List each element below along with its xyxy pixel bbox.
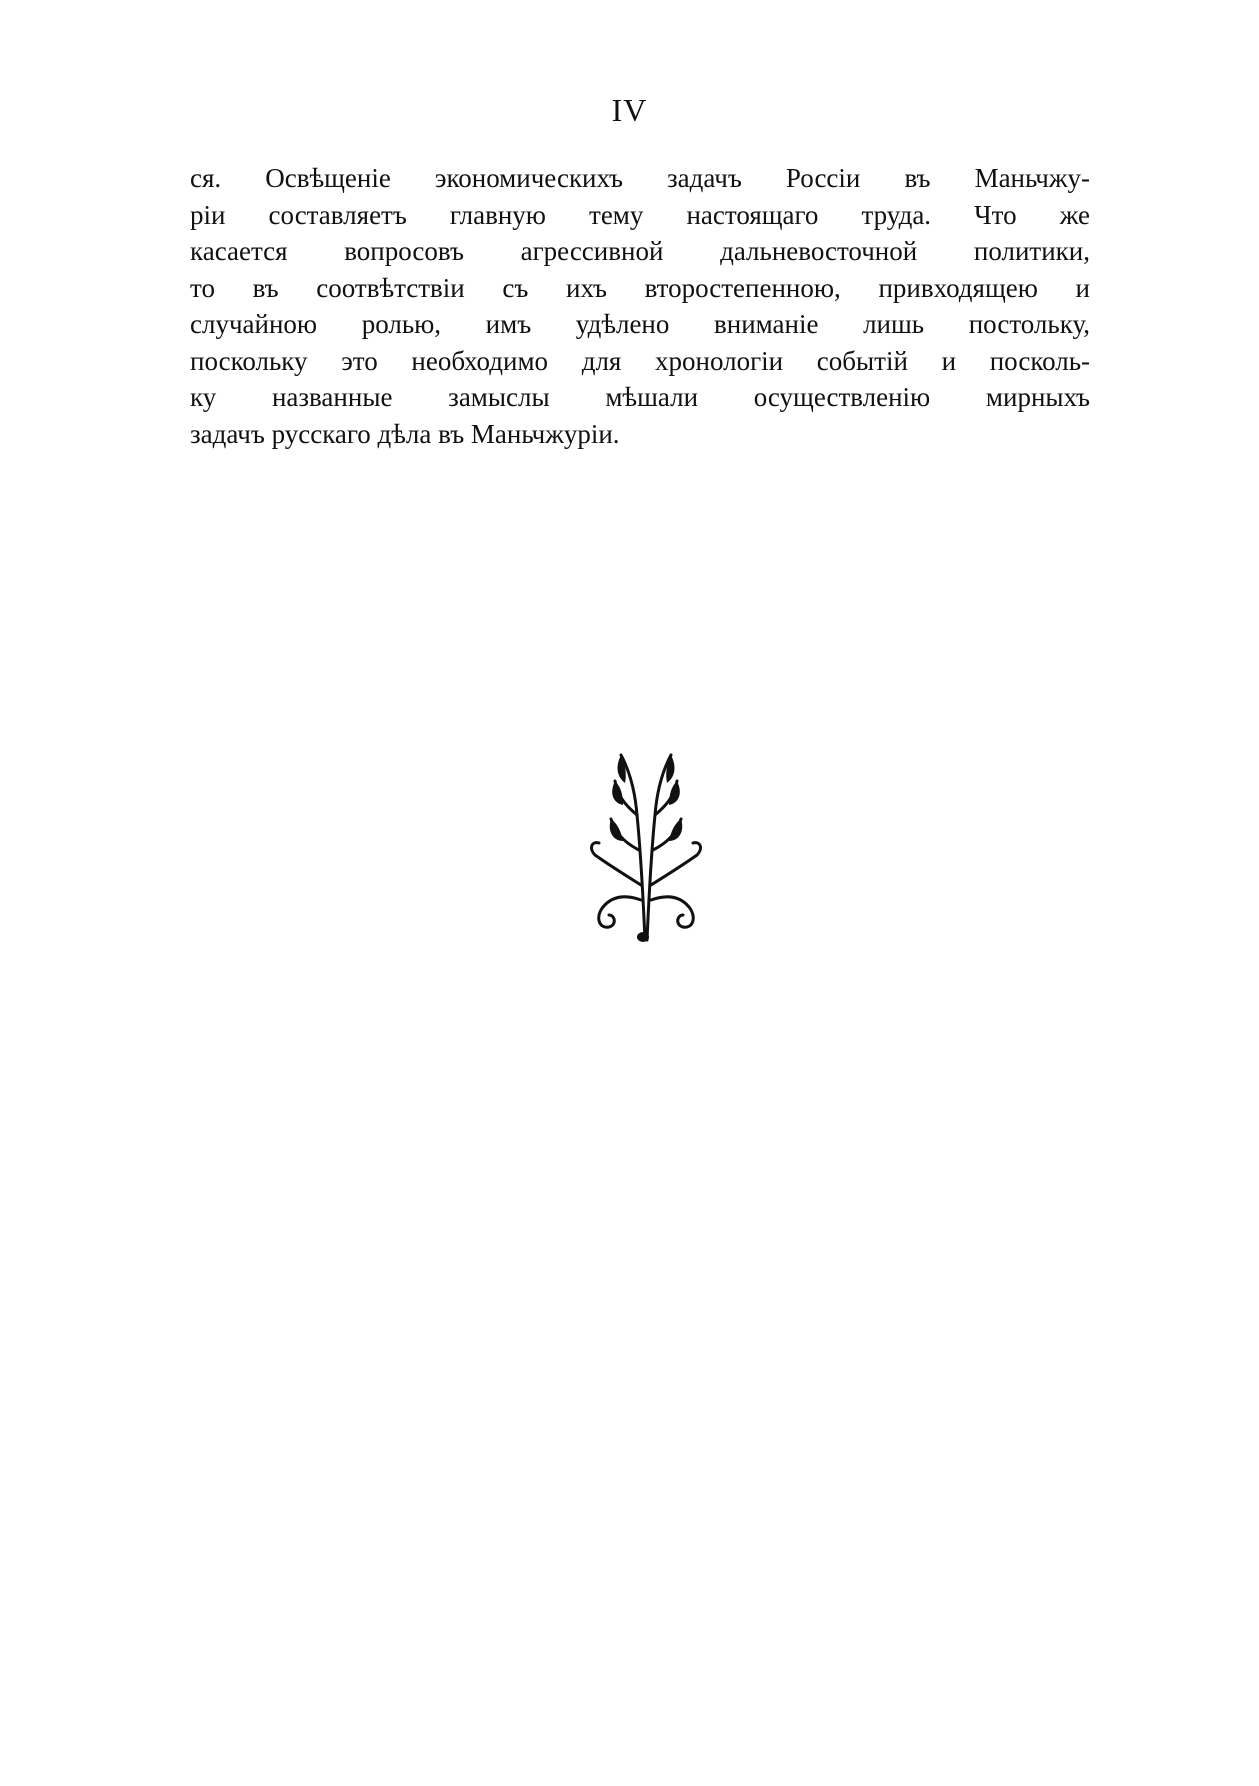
text-line: случайною ролью, имъ удѣлено вниманiе лишь постольку,	[190, 309, 1090, 339]
floral-ornament-icon	[585, 745, 705, 945]
text-line: задачъ русскаго дѣла въ Маньчжурiи.	[190, 418, 620, 449]
text-line: ся. Освѣщенiе экономическихъ задачъ Россiи въ Маньчжу-	[190, 163, 1090, 193]
text-line: касается вопросовъ агрессивной дальневосточной политики,	[190, 236, 1090, 266]
body-text	[190, 160, 1090, 452]
text-line: ку названные замыслы мѣшали осуществленiю мирныхъ	[190, 382, 1090, 412]
text-line: рiи составляетъ главную тему настоящаго труда. Что же	[190, 199, 1090, 230]
text-line: то въ соотвѣтствiи съ ихъ второстепенною, привходящею и	[190, 272, 1090, 303]
text-line: поскольку это необходимо для хронологiи событiй и посколь-	[190, 345, 1090, 376]
page-number: IV	[611, 92, 648, 128]
